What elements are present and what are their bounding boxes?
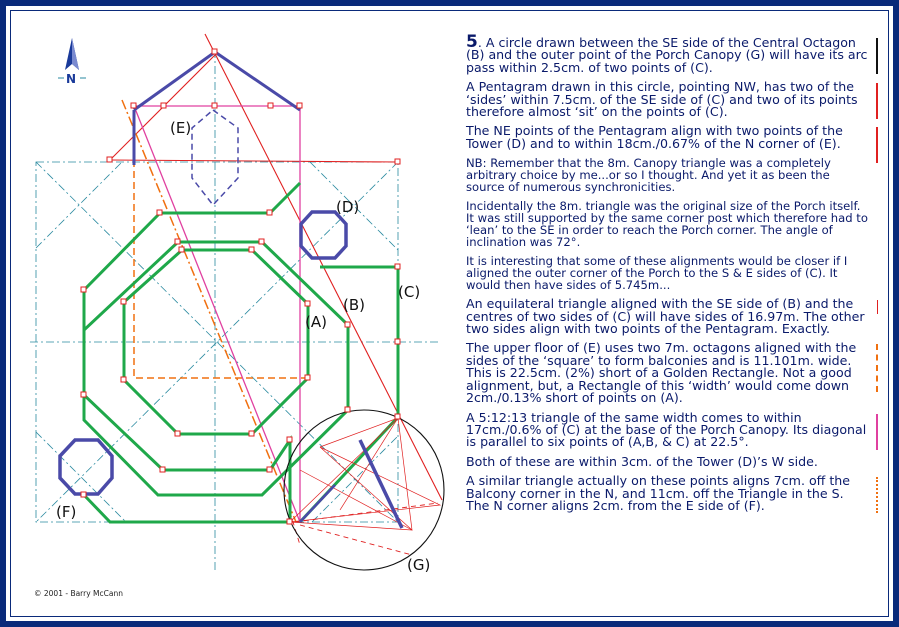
construction-square: [30, 50, 440, 570]
marker-dashdot-orange: [874, 477, 878, 513]
paragraph-11: A similar triangle actually on these points aligns 7cm. off the Balcony corner in the N, and 11cm. off the Triangle in the S. The N corner aligns 2cm. from the E side of (F).: [466, 475, 878, 512]
north-arrow-icon: [58, 38, 86, 86]
label-g: (G): [407, 556, 431, 574]
paragraph-3: The NE points of the Pentagram align with two points of the Tower (D) and to within 18cm./0.67% of the N corner of (E).: [466, 125, 878, 150]
paragraph-2: A Pentagram drawn in this circle, pointing NW, has two of the ‘sides’ within 7.5cm. of the SE side of (C) and two of its points therefore almost ‘sit’ on the points of (C).: [466, 81, 878, 118]
paragraph-9: A 5:12:13 triangle of the same width comes to within 17cm./0.6% of (C) at the base of the Porch Canopy. Its diagonal is parallel to six points of (A,B, & C) at 22.5°.: [466, 412, 878, 449]
circle-g: [284, 410, 444, 570]
notes-column: [466, 32, 878, 519]
marker-dash-orange: [874, 344, 878, 392]
marker-thin-red: [877, 300, 878, 314]
paragraph-8: The upper floor of (E) uses two 7m. octagons aligned with the sides of the ‘square’ to form balconies and is 11.101m. wide. This is 22.5cm. (2%) short of a Golden Rectangle. Not a good alignment, but, a Rectangle of this ‘width’ would come down 2cm./0.13% short of points on (A).: [466, 342, 878, 404]
octagon-c: [84, 183, 398, 522]
label-f: (F): [56, 503, 77, 521]
paragraph-6: It is interesting that some of these alignments would be closer if I aligned the outer corner of the Porch to the S & E sides of (C). It would then have sides of 5.745m...: [466, 254, 848, 293]
label-e: (E): [170, 119, 192, 137]
copyright: © 2001 - Barry McCann: [34, 589, 123, 598]
marker-solid-pink: [876, 414, 878, 450]
label-a: (A): [305, 313, 327, 331]
paragraph-10: Both of these are within 3cm. of the Tower (D)’s W side.: [466, 453, 818, 469]
pink-rectangle: [134, 106, 300, 522]
label-d: (D): [336, 198, 360, 216]
paragraph-7: An equilateral triangle aligned with the SE side of (B) and the centres of two sides of (C) will have sides of 16.97m. The other two sides align with two points of the Pentagram. Exactly.: [466, 298, 878, 335]
paragraph-1: 5. A circle drawn between the SE side of the Central Octagon (B) and the outer point of the Porch Canopy (G) will have its arc pass within 2.5cm. of two points of (C).: [466, 36, 878, 74]
north-label: N: [66, 72, 77, 86]
marker-solid-red: [876, 83, 878, 119]
label-b: (B): [343, 296, 365, 314]
paragraph-5: Incidentally the 8m. triangle was the original size of the Porch itself. It was still supported by the same corner post which therefore had to ‘lean’ to the SE in order to reach the Porch corner. The angle of inclination was 72°.: [466, 199, 868, 250]
label-c: (C): [398, 283, 421, 301]
section-number: 5: [466, 32, 478, 52]
paragraph-4: NB: Remember that the 8m. Canopy triangle was a completely arbitrary choice by me...or so I thought. And yet it as been the source of numerous synchronicities.: [466, 156, 831, 195]
octagon-a: [124, 250, 308, 434]
marker-solid-dark: [876, 38, 878, 74]
